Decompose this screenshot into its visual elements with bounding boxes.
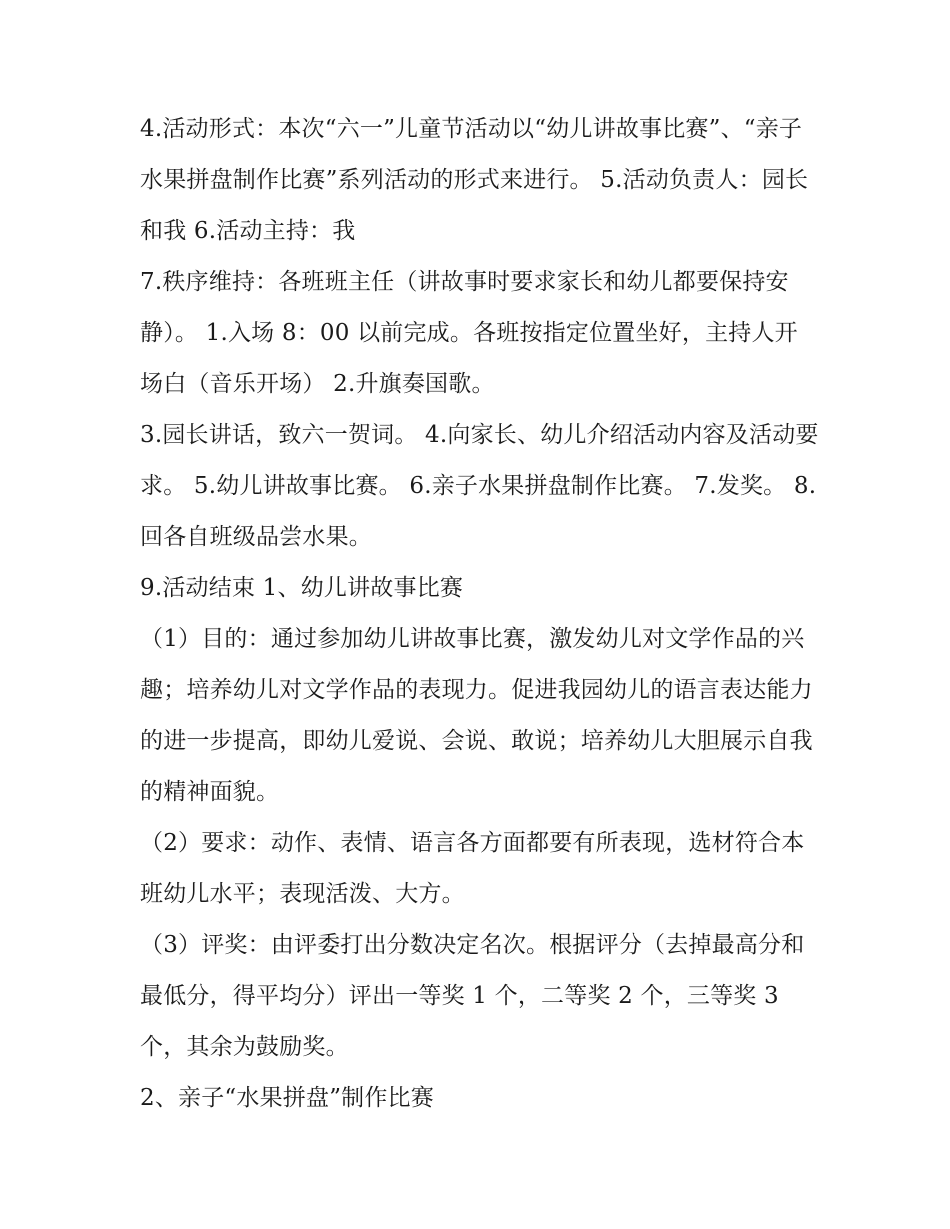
paragraph-activity-form: 4.活动形式：本次“六一”儿童节活动以“幼儿讲故事比赛”、“亲子水果拼盘制作比赛”系列活动的形式来进行。 5.活动负责人：园长和我 6.活动主持：我 (140, 116, 809, 244)
paragraph-activity-end: 9.活动结束 1、幼儿讲故事比赛 (140, 575, 464, 601)
paragraph-program-steps: 3.园长讲话，致六一贺词。 4.向家长、幼儿介绍活动内容及活动要求。 5.幼儿讲故事比赛。 6.亲子水果拼盘制作比赛。 7.发奖。 8.回各自班级品尝水果。 (140, 422, 819, 550)
body-text (140, 104, 820, 1124)
paragraph-order-maintenance: 7.秩序维持：各班班主任（讲故事时要求家长和幼儿都要保持安静）。 1.入场 8：00 以前完成。各班按指定位置坐好，主持人开场白（音乐开场） 2.升旗奏国歌。 (140, 269, 798, 397)
paragraph-awards: （3）评奖：由评委打出分数决定名次。根据评分（去掉最高分和最低分，得平均分）评出一等奖 1 个，二等奖 2 个，三等奖 3 个，其余为鼓励奖。 (140, 932, 805, 1060)
paragraph-goal: （1）目的：通过参加幼儿讲故事比赛，激发幼儿对文学作品的兴趣；培养幼儿对文学作品的表现力。促进我园幼儿的语言表达能力的进一步提高，即幼儿爱说、会说、敢说；培养幼儿大胆展示自我的精神面貌。 (140, 626, 813, 805)
paragraph-requirements: （2）要求：动作、表情、语言各方面都要有所表现，选材符合本班幼儿水平；表现活泼、大方。 (140, 830, 805, 907)
section-heading-fruit-platter: 2、亲子“水果拼盘”制作比赛 (140, 1085, 434, 1111)
